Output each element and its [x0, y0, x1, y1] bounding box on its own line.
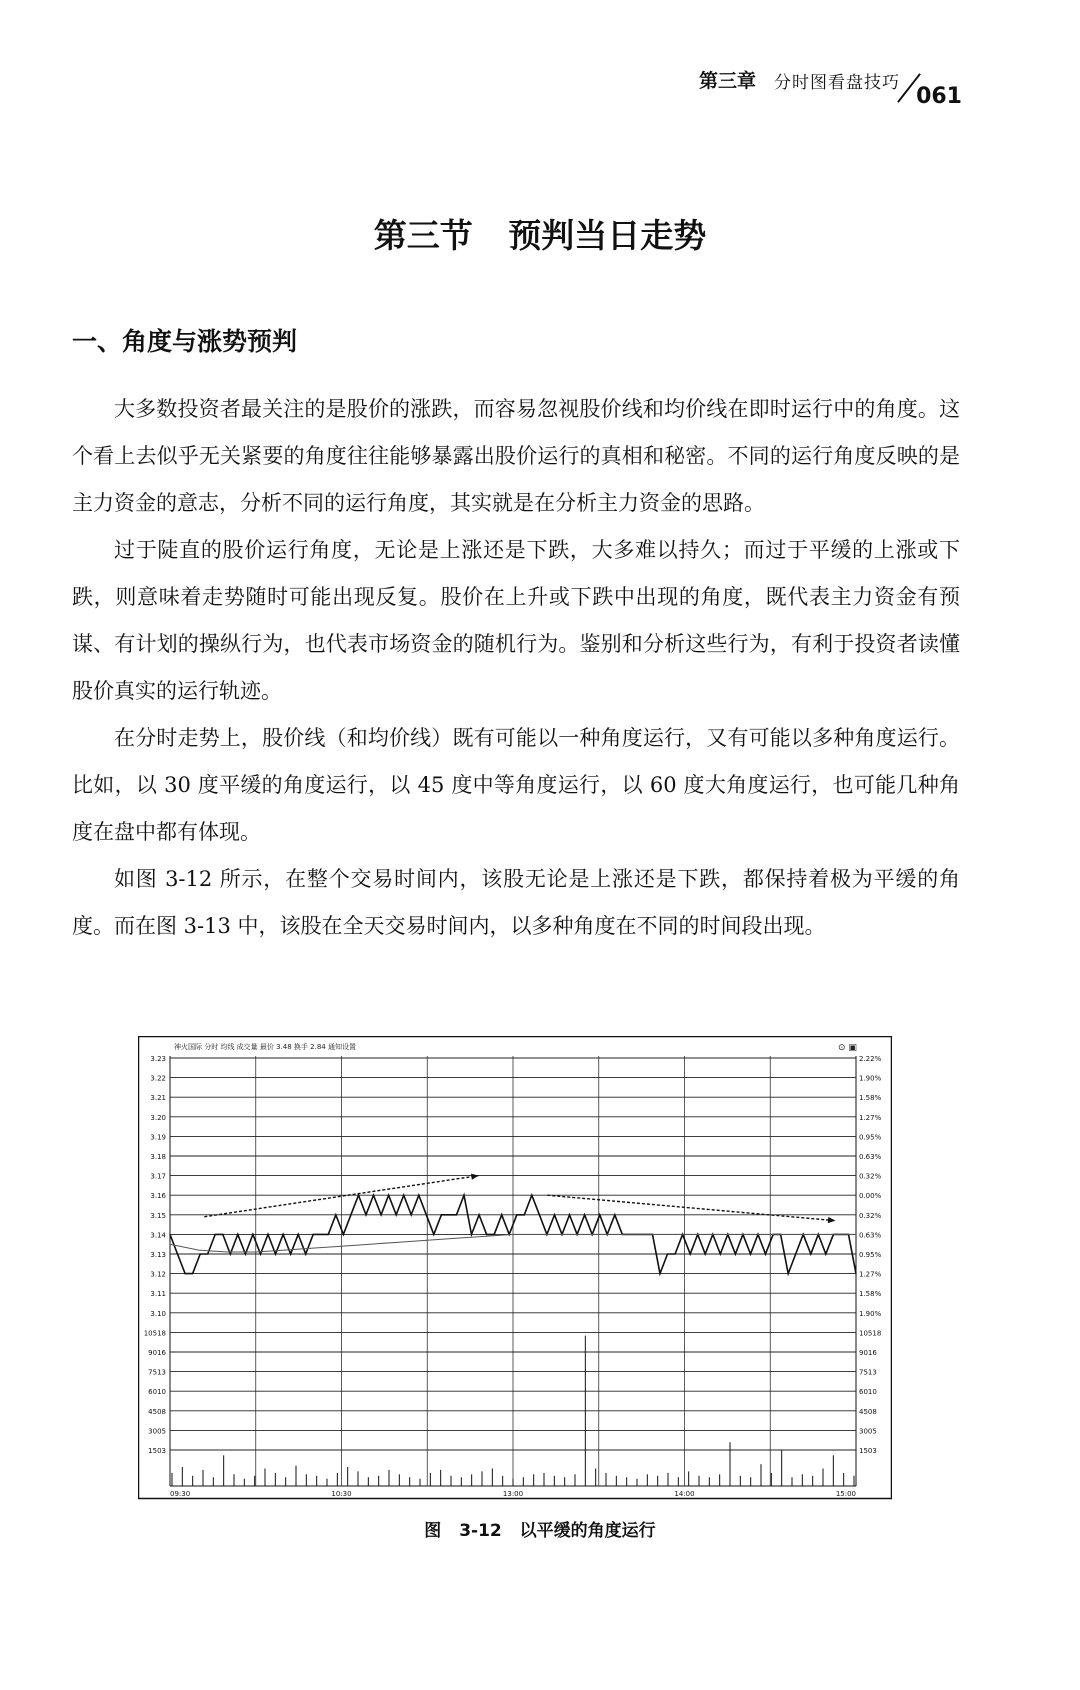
price-tick-label: 3.16	[150, 1192, 166, 1201]
price-tick-label: 3.17	[150, 1172, 166, 1181]
price-tick-label: 3.15	[150, 1211, 166, 1220]
paragraph: 大多数投资者最关注的是股价的涨跌，而容易忽视股价线和均价线在即时运行中的角度。这个看上去似乎无关紧要的角度往往能够暴露出股价运行的真相和秘密。不同的运行角度反映的是主力资金的意志，分析不同的运行角度，其实就是在分析主力资金的思路。	[72, 397, 960, 515]
price-tick-label: 3.13	[150, 1251, 166, 1259]
volume-tick-label-right: 6010	[859, 1388, 877, 1397]
chart-toolbar-text: 神火国际 分时 均线 成交量 最价 3.48 换手 2.84 通知设置	[174, 1043, 356, 1051]
percent-tick-label: 0.95%	[859, 1251, 882, 1259]
price-tick-label: 3.21	[150, 1094, 166, 1103]
paragraph: 在分时走势上，股价线（和均价线）既有可能以一种角度运行，又有可能以多种角度运行。比如，以 30 度平缓的角度运行，以 45 度中等角度运行，以 60 度大角度运行，也可能几种角度在盘中都有体现。	[72, 726, 960, 844]
price-tick-label: 3.18	[150, 1153, 166, 1161]
volume-tick-label: 10518	[143, 1329, 166, 1338]
volume-tick-label: 4508	[148, 1407, 166, 1416]
time-axis-label: 10:30	[331, 1490, 352, 1498]
price-tick-label: 3.11	[150, 1290, 166, 1299]
body-text	[72, 386, 960, 950]
price-tick-label: 3.22	[150, 1074, 166, 1083]
volume-tick-label: 9016	[148, 1349, 166, 1357]
intraday-chart	[138, 1036, 892, 1500]
subsection-title: 一、角度与涨势预判	[72, 327, 298, 356]
time-axis-label: 13:00	[502, 1490, 524, 1498]
percent-tick-label: 1.58%	[859, 1290, 882, 1299]
volume-tick-label-right: 1503	[859, 1447, 877, 1455]
price-tick-label: 3.12	[150, 1270, 166, 1279]
percent-tick-label: 1.27%	[859, 1113, 882, 1122]
price-tick-label: 3.14	[150, 1231, 166, 1240]
time-axis-label: 14:00	[674, 1490, 695, 1498]
chapter-label: 第三章	[698, 70, 756, 92]
price-tick-label: 3.19	[150, 1133, 166, 1142]
page-number: 061	[916, 84, 962, 109]
percent-tick-label: 0.32%	[859, 1172, 882, 1181]
price-tick-label: 3.20	[150, 1113, 166, 1122]
volume-tick-label-right: 7513	[859, 1368, 877, 1377]
percent-tick-label: 0.32%	[859, 1211, 882, 1220]
volume-tick-label-right: 9016	[859, 1349, 877, 1357]
percent-tick-label: 1.27%	[859, 1270, 882, 1279]
percent-tick-label: 1.58%	[859, 1094, 882, 1103]
percent-tick-label: 0.95%	[859, 1133, 882, 1142]
percent-tick-label: 1.90%	[859, 1309, 882, 1318]
section-title: 第三节 预判当日走势	[373, 216, 707, 255]
paragraph: 如图 3-12 所示，在整个交易时间内，该股无论是上涨还是下跌，都保持着极为平缓的角度。而在图 3-13 中，该股在全天交易时间内，以多种角度在不同的时间段出现。	[72, 867, 960, 938]
price-tick-label: 3.10	[150, 1309, 166, 1318]
time-axis-label: 09:30	[170, 1490, 191, 1498]
percent-tick-label: 1.90%	[859, 1074, 882, 1083]
chart-frame	[139, 1037, 892, 1499]
chapter-title: 分时图看盘技巧	[774, 73, 900, 93]
chart-settings-icon: ⊙ ▣	[838, 1043, 857, 1053]
price-tick-label: 3.23	[150, 1055, 166, 1063]
percent-tick-label: 0.63%	[859, 1231, 882, 1240]
percent-tick-label: 0.00%	[859, 1192, 882, 1201]
volume-tick-label-right: 4508	[859, 1407, 877, 1416]
percent-tick-label: 0.63%	[859, 1153, 882, 1161]
volume-tick-label: 3005	[148, 1427, 166, 1436]
time-axis-label: 15:00	[835, 1490, 856, 1498]
volume-tick-label: 1503	[148, 1447, 166, 1455]
figure-caption: 图 3-12 以平缓的角度运行	[424, 1521, 656, 1541]
volume-tick-label-right: 3005	[859, 1427, 877, 1436]
volume-tick-label: 6010	[148, 1388, 166, 1397]
intraday-chart-figure	[138, 1036, 892, 1500]
volume-tick-label: 7513	[148, 1368, 166, 1377]
paragraph: 过于陡直的股价运行角度，无论是上涨还是下跌，大多难以持久；而过于平缓的上涨或下跌，则意味着走势随时可能出现反复。股价在上升或下跌中出现的角度，既代表主力资金有预谋、有计划的操纵行为，也代表市场资金的随机行为。鉴别和分析这些行为，有利于投资者读懂股价真实的运行轨迹。	[72, 538, 960, 703]
volume-tick-label-right: 10518	[859, 1329, 882, 1338]
percent-tick-label: 2.22%	[859, 1055, 882, 1063]
